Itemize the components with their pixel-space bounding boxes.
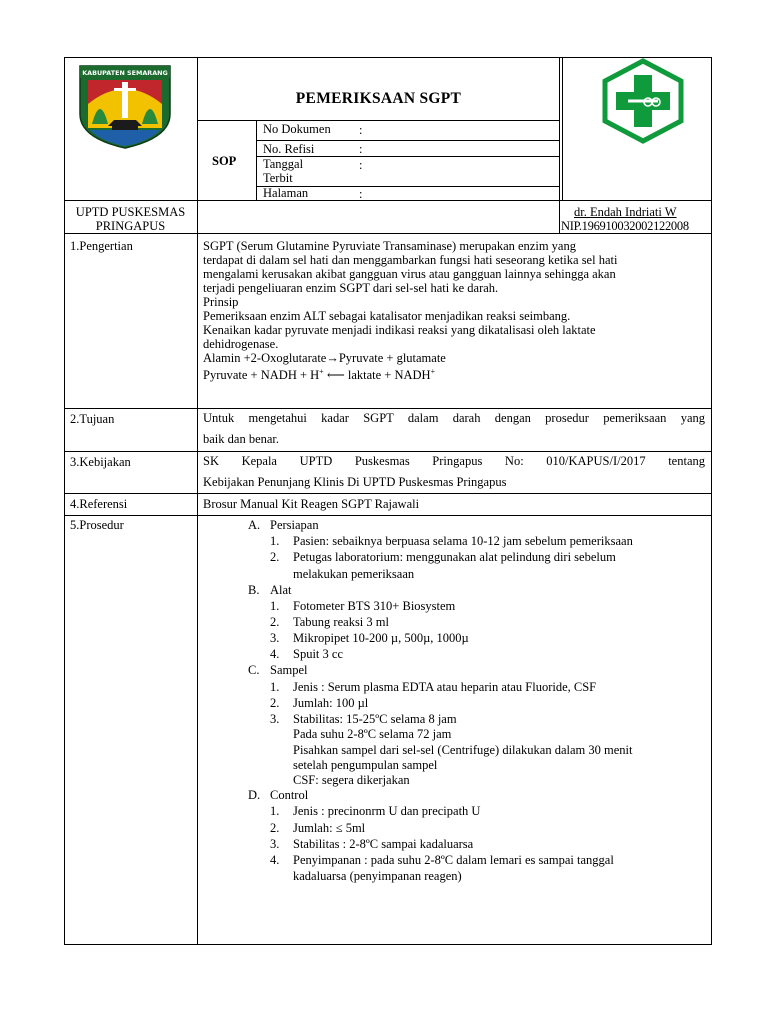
- group-letter: B.: [248, 583, 260, 597]
- pengertian-line: Pemeriksaan enzim ALT sebagai katalisator menjadikan reaksi seimbang.: [203, 309, 571, 323]
- doc-field-label: No. Refisi: [263, 142, 315, 156]
- section-label-pengertian: 1.Pengertian: [70, 239, 133, 253]
- item-number: 4.: [270, 853, 280, 867]
- list-item: Jumlah: 100 µl: [293, 696, 369, 710]
- group-title: Alat: [270, 583, 292, 597]
- item-number: 3.: [270, 631, 280, 645]
- section-label-tujuan: 2.Tujuan: [70, 412, 115, 426]
- pengertian-line: terjadi pengeliuaran enzim SGPT dari sel-sel hati ke darah.: [203, 281, 499, 295]
- item-number: 2.: [270, 696, 280, 710]
- kebijakan-line: Kebijakan Penunjang Klinis Di UPTD Puskesmas Pringapus: [203, 475, 507, 489]
- signer-nip: NIP.196910032002122008: [561, 219, 689, 233]
- org-name-cont: PRINGAPUS: [95, 219, 166, 233]
- puskesmas-cross-logo: [598, 58, 688, 144]
- list-item-cont: kadaluarsa (penyimpanan reagen): [293, 869, 462, 883]
- item-number: 2.: [270, 550, 280, 564]
- list-item: Stabilitas: 15-25ºC selama 8 jam: [293, 712, 457, 726]
- logo-text: KABUPATEN SEMARANG: [82, 69, 168, 77]
- list-item-cont: melakukan pemeriksaan: [293, 567, 415, 581]
- doc-field-label: Halaman: [263, 186, 309, 200]
- list-item-cont: Pada suhu 2-8ºC selama 72 jam: [293, 727, 452, 741]
- list-item: Jenis : Serum plasma EDTA atau heparin atau Fluoride, CSF: [293, 680, 597, 694]
- item-number: 1.: [270, 599, 280, 613]
- item-number: 1.: [270, 680, 280, 694]
- item-number: 1.: [270, 804, 280, 818]
- kebijakan-line: SK Kepala UPTD Puskesmas Pringapus No: 010/KAPUS/I/2017 tentang: [203, 454, 705, 468]
- list-item: Jumlah: ≤ 5ml: [293, 821, 366, 835]
- list-item-cont: CSF: segera dikerjakan: [293, 773, 410, 787]
- pengertian-line: SGPT (Serum Glutamine Pyruviate Transaminase) merupakan enzim yang: [203, 239, 576, 253]
- doc-field-label: Tanggal: [263, 157, 304, 171]
- doc-field-colon: :: [359, 142, 363, 156]
- item-number: 3.: [270, 712, 280, 726]
- list-item: Pasien: sebaiknya berpuasa selama 10-12 jam sebelum pemeriksaan: [293, 534, 633, 548]
- item-number: 2.: [270, 615, 280, 629]
- list-item: Penyimpanan : pada suhu 2-8ºC dalam lemari es sampai tanggal: [293, 853, 614, 867]
- list-item: Tabung reaksi 3 ml: [293, 615, 389, 629]
- reaction-equation-2: Pyruvate + NADH + H+ ⟵ laktate + NADH+: [203, 367, 436, 383]
- section-label-kebijakan: 3.Kebijakan: [70, 455, 131, 469]
- pengertian-line: Kenaikan kadar pyruvate menjadi indikasi reaksi yang dikatalisasi oleh laktate: [203, 323, 596, 337]
- item-number: 3.: [270, 837, 280, 851]
- pengertian-line: dehidrogenase.: [203, 337, 279, 351]
- sop-label: SOP: [212, 154, 237, 168]
- doc-field-colon: :: [359, 123, 363, 137]
- group-letter: A.: [248, 518, 261, 532]
- doc-field-label: No Dokumen: [263, 122, 331, 136]
- page-title: PEMERIKSAAN SGPT: [295, 90, 462, 107]
- tujuan-line: baik dan benar.: [203, 432, 280, 446]
- org-name: UPTD PUSKESMAS: [75, 205, 186, 219]
- group-title: Persiapan: [270, 518, 319, 532]
- list-item: Stabilitas : 2-8ºC sampai kadaluarsa: [293, 837, 474, 851]
- list-item: Petugas laboratorium: menggunakan alat pelindung diri sebelum: [293, 550, 616, 564]
- item-number: 1.: [270, 534, 280, 548]
- group-title: Control: [270, 788, 309, 802]
- kabupaten-semarang-logo: [78, 64, 172, 150]
- reaction-equation-1: Alamin +2-Oxoglutarate→Pyruvate + glutamate: [203, 351, 446, 365]
- group-letter: D.: [248, 788, 261, 802]
- section-label-prosedur: 5.Prosedur: [70, 518, 124, 532]
- group-title: Sampel: [270, 663, 308, 677]
- pengertian-line: mengalami kerusakan akibat gangguan virus atau gangguan lainnya sehingga akan: [203, 267, 616, 281]
- list-item: Mikropipet 10-200 µ, 500µ, 1000µ: [293, 631, 469, 645]
- doc-field-colon: :: [359, 158, 363, 172]
- doc-field-label-cont: Terbit: [263, 171, 293, 185]
- pengertian-line: terdapat di dalam sel hati dan menggambarkan fungsi hati seseorang ketika sel hati: [203, 253, 618, 267]
- pengertian-line: Prinsip: [203, 295, 239, 309]
- group-letter: C.: [248, 663, 260, 677]
- item-number: 2.: [270, 821, 280, 835]
- doc-field-colon: :: [359, 187, 363, 201]
- signer-name: dr. Endah Indriati W: [574, 205, 677, 219]
- referensi-text: Brosur Manual Kit Reagen SGPT Rajawali: [203, 497, 420, 511]
- list-item-cont: setelah pengumpulan sampel: [293, 758, 438, 772]
- tujuan-line: Untuk mengetahui kadar SGPT dalam darah dengan prosedur pemeriksaan yang: [203, 411, 705, 425]
- list-item-cont: Pisahkan sampel dari sel-sel (Centrifuge) dilakukan dalam 30 menit: [293, 743, 633, 757]
- list-item: Jenis : precinonrm U dan precipath U: [293, 804, 481, 818]
- list-item: Spuit 3 cc: [293, 647, 343, 661]
- item-number: 4.: [270, 647, 280, 661]
- section-label-referensi: 4.Referensi: [70, 497, 128, 511]
- list-item: Fotometer BTS 310+ Biosystem: [293, 599, 456, 613]
